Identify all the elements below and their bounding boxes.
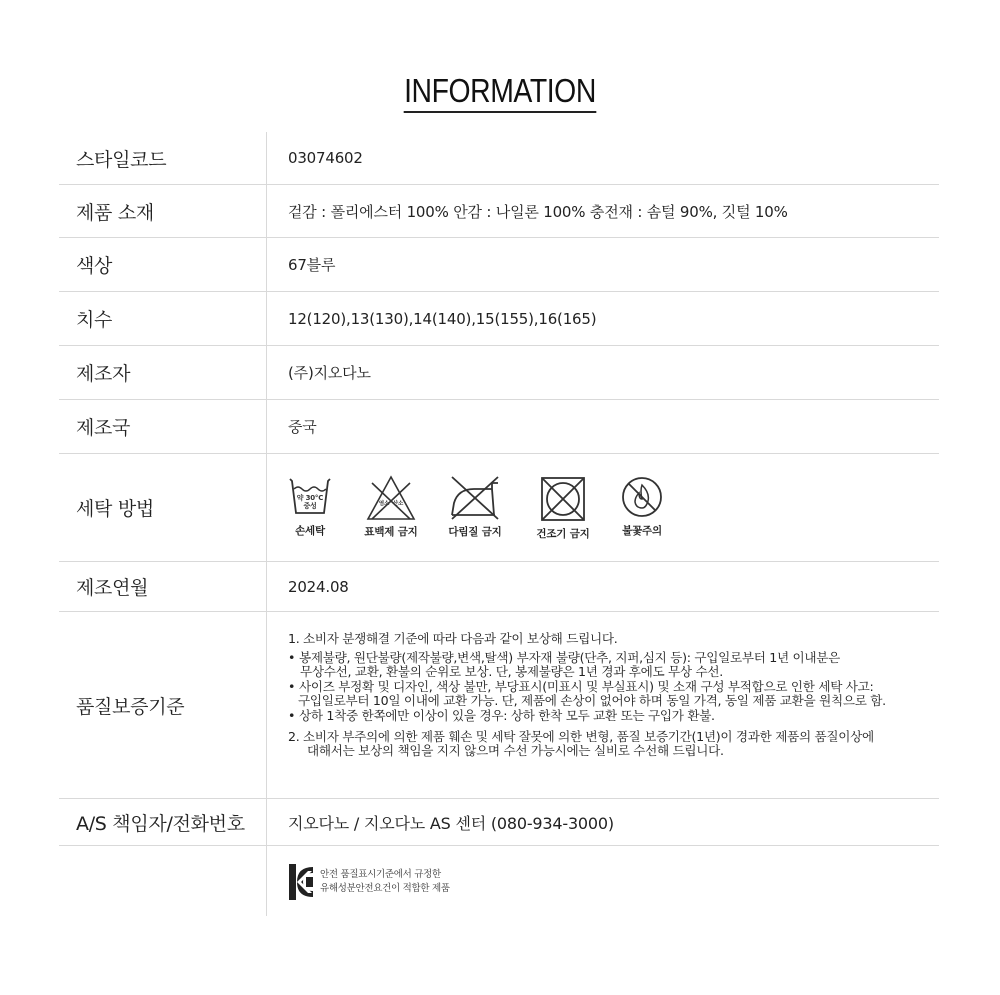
item-number: 1.: [288, 631, 300, 646]
row-value: [267, 846, 939, 916]
no-iron-cell: [445, 475, 505, 539]
row-label: 스타일코드: [59, 132, 267, 184]
row-washing: [59, 454, 939, 562]
no-bleach-icon: [366, 475, 416, 521]
row-country: [59, 400, 939, 454]
row-quality: [59, 612, 939, 799]
row-value: 겉감 : 폴리에스터 100% 안감 : 나일론 100% 충전재 : 솜털 90%, 깃털 10%: [288, 202, 788, 221]
no-iron-icon: [448, 475, 502, 521]
row-label: 색상: [59, 238, 267, 291]
svg-text:산소: 산소: [392, 500, 404, 507]
row-date: [59, 562, 939, 612]
svg-text:염소: 염소: [378, 500, 390, 507]
icon-label: 손세탁: [295, 524, 325, 537]
row-label: 치수: [59, 292, 267, 345]
row-style-code: [59, 132, 939, 185]
row-label: 제조자: [59, 346, 267, 399]
row-value: 지오다노 / 지오다노 AS 센터 (080-934-3000): [288, 813, 614, 833]
row-kc: [59, 846, 939, 916]
row-as: [59, 799, 939, 846]
row-label: A/S 책임자/전화번호: [59, 799, 267, 845]
no-tumble-dry-icon: [539, 475, 587, 523]
row-label: 제품 소재: [59, 185, 267, 237]
row-label: 품질보증기준: [59, 612, 267, 798]
hand-wash-cell: [288, 475, 332, 538]
row-value: 2024.08: [288, 577, 349, 596]
row-value: 67블루: [288, 256, 336, 274]
kc-text: [320, 868, 450, 896]
no-bleach-cell: [361, 475, 421, 539]
row-color: [59, 238, 939, 292]
page-title: INFORMATION: [70, 72, 930, 113]
row-label: 제조연월: [59, 562, 267, 611]
row-material: [59, 185, 939, 238]
quality-text: 1. 소비자 분쟁해결 기준에 따라 다음과 같이 보상해 드립니다. • 봉제불량, 원단불량(제작불량,변색,탈색) 부자재 불량(단추, 지퍼,심지 등): 구입일로부터 1년 이내분은 무상수선, 교환, 환불의 순위로 보상. 단, 봉제불량은 1년 경과 후에도 무상 수선. • 사이즈 부정확 및 디자인, 색상 불만, 부당표시(미표시 및 부실표시) 및 소재 구성 부적합으로 인한 세탁 사고: 구입일로부터 10일 이내에 교환 가능. 단, 제품에 손상이 없어야 하며 동일 가격, 동일 제품 교환을 원칙으로 함. • 상하 1착중 한쪽에만 이상이 있을 경우: 상하 한착 모두 교환 또는 구입가 환불. 2. 소비자 부주의에 의한 제품 훼손 및 세탁 잘못에 의한 변형, 품질 보증기간(1년)이 경과한 제품의 품질이상에 대해서는 보상의 책임을 지지 않으며 수선 가능시에는 실비로 수선해 드립니다.: [288, 631, 886, 759]
kc-text-line: 안전 품질표시기준에서 규정한: [320, 869, 441, 880]
kc-logo-icon: [288, 863, 314, 901]
quality-paragraph: 소비자 부주의에 의한 제품 훼손 및 세탁 잘못에 의한 변형, 품질 보증기간(1년)이 경과한 제품의 품질이상에: [303, 728, 874, 744]
no-tumble-dry-cell: [533, 475, 593, 541]
row-value: 중국: [288, 418, 317, 436]
icon-label: 다림질 금지: [448, 525, 502, 538]
flame-caution-cell: [617, 475, 667, 538]
row-value: [267, 454, 939, 561]
flame-caution-icon: [620, 475, 664, 519]
svg-text:약 30°C: 약 30°C: [296, 493, 324, 502]
quality-bullet-cont: 무상수선, 교환, 환불의 순위로 보상. 단, 봉제불량은 1년 경과 후에도 무상 수선.: [300, 664, 723, 680]
row-value: (주)지오다노: [288, 364, 371, 382]
row-label: 제조국: [59, 400, 267, 453]
row-label-empty: [59, 846, 267, 916]
washing-icons: [288, 475, 667, 541]
quality-paragraph: 소비자 분쟁해결 기준에 따라 다음과 같이 보상해 드립니다.: [303, 631, 618, 646]
info-table: [59, 132, 939, 916]
quality-bullet: 봉제불량, 원단불량(제작불량,변색,탈색) 부자재 불량(단추, 지퍼,심지 등): 구입일로부터 1년 이내분은: [299, 649, 841, 665]
hand-wash-30c-icon: [288, 475, 332, 519]
row-value: [267, 612, 939, 798]
row-maker: [59, 346, 939, 400]
quality-paragraph-cont: 대해서는 보상의 책임을 지지 않으며 수선 가능시에는 실비로 수선해 드립니다.: [307, 743, 724, 759]
kc-mark: [288, 863, 450, 901]
quality-bullet: 상하 1착중 한쪽에만 이상이 있을 경우: 상하 한착 모두 교환 또는 구입가 환불.: [299, 707, 715, 723]
kc-text-line: 유해성분안전요건이 적합한 제품: [320, 883, 450, 894]
row-value: 12(120),13(130),14(140),15(155),16(165): [288, 309, 597, 328]
svg-text:중성: 중성: [303, 501, 317, 510]
row-size: [59, 292, 939, 346]
row-label: 세탁 방법: [59, 454, 267, 561]
icon-label: 건조기 금지: [536, 527, 590, 540]
quality-bullet: 사이즈 부정확 및 디자인, 색상 불만, 부당표시(미표시 및 부실표시) 및 소재 구성 부적합으로 인한 세탁 사고:: [299, 678, 874, 694]
item-number: 2.: [288, 728, 300, 744]
quality-bullet-cont: 구입일로부터 10일 이내에 교환 가능. 단, 제품에 손상이 없어야 하며 동일 가격, 동일 제품 교환을 원칙으로 함.: [298, 693, 886, 709]
icon-label: 표백제 금지: [364, 525, 418, 538]
row-value: 03074602: [288, 149, 363, 167]
icon-label: 불꽃주의: [622, 524, 662, 537]
